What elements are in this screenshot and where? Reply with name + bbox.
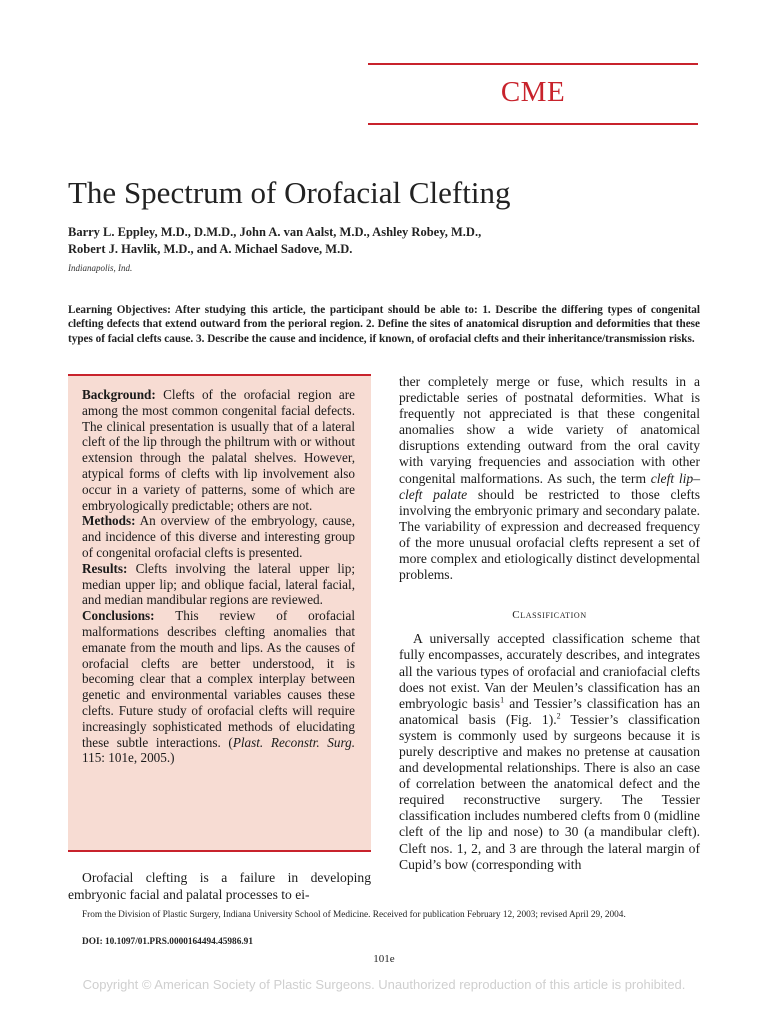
doi: DOI: 10.1097/01.PRS.0000164494.45986.91: [82, 937, 253, 947]
paragraph-text: ther completely merge or fuse, which results in a predictable series of postnatal deformities. What is frequently not appreciated is that these congenital anomalies show a wide variety of anatomical disruptions extending outward from the oral cavity with varying frequencies and association with other congenital malformations. As such, the term: [399, 374, 700, 486]
section-heading: Classification: [512, 609, 587, 622]
abstract: [82, 387, 355, 766]
citation-journal: Plast. Reconstr. Surg.: [232, 734, 355, 750]
citation-open: (: [228, 734, 233, 750]
authors-line-2: Robert J. Havlik, M.D., and A. Michael Sadove, M.D.: [68, 242, 353, 256]
header-top-rule: [368, 63, 698, 65]
affiliation: Indianapolis, Ind.: [68, 263, 133, 273]
abstract-background: [82, 387, 355, 513]
right-column: [399, 374, 700, 873]
methods-label: Methods:: [82, 513, 136, 529]
abstract-conclusions: [82, 608, 355, 766]
background-text: Clefts of the orofacial region are among the most common congenital facial defects. The clinical presentation is usually that of a lateral cleft of the lip through the philtrum with or without extension through the palatal shelves. However, atypical forms of clefts with lip involvement also occur in a variety of patterns, some of which are embryologically predictable; others are not.: [82, 387, 355, 513]
section-label: CME: [500, 76, 566, 108]
article-title: The Spectrum of Orofacial Clefting: [68, 175, 511, 210]
term-italic: cleft lip–cleft palate: [399, 470, 700, 502]
body-paragraph-classification: [399, 631, 700, 872]
paragraph-text: and Tessier’s classification has an anatomical basis (Fig. 1).: [399, 695, 700, 727]
body-paragraph-continued: [399, 374, 700, 583]
paragraph-text: should be restricted to those clefts involving the embryonic primary and secondary palate. The variability of expression and decreased frequency of the more unusual orofacial clefts represent a set of more complex and etiologically distinct developmental problems.: [399, 486, 700, 583]
results-text: Clefts involving the lateral upper lip; median upper lip; and oblique facial, lateral facial, and median mandibular regions are reviewed.: [82, 560, 355, 608]
conclusions-label: Conclusions:: [82, 608, 155, 624]
authors-line-1: Barry L. Eppley, M.D., D.M.D., John A. van Aalst, M.D., Ashley Robey, M.D.,: [68, 225, 482, 239]
footnote: From the Division of Plastic Surgery, Indiana University School of Medicine. Received for publication February 12, 2003; revised April 29, 2004.: [82, 910, 626, 920]
learning-objectives: Learning Objectives: After studying this article, the participant should be able to: 1. Describe the differing types of congenital clefting defects that extend outward from the perioral region. 2. Define the sites of anatomical disruption and deformities that these types of facial clefts cause. 3. Describe the cause and incidence, if known, of orofacial clefts and their inheritance/transmission risks.: [68, 304, 700, 345]
paragraph-text: A universally accepted classification scheme that fully encompasses, accurately describes, and integrates all the various types of orofacial and craniofacial clefts does not exist. Van der Meulen’s classification has an embryologic basis: [399, 631, 700, 711]
reference-superscript: 1: [500, 695, 505, 705]
body-paragraph-left: Orofacial clefting is a failure in developing embryonic facial and palatal processes to ei-: [68, 870, 371, 902]
author-list: [68, 224, 628, 258]
abstract-methods: [82, 513, 355, 560]
methods-text: An overview of the embryology, cause, and incidence of this diverse and interesting group of congenital orofacial clefts is presented.: [82, 513, 355, 560]
background-label: Background:: [82, 387, 156, 402]
citation-rest: 115: 101e, 2005.): [82, 750, 175, 766]
copyright-notice: Copyright © American Society of Plastic Surgeons. Unauthorized reproduction of this article is prohibited.: [82, 977, 686, 992]
conclusions-text: This review of orofacial malformations describes clefting anomalies that emanate from the mouth and lips. As the causes of orofacial clefts are better understood, it is becoming clear that a complex interplay between genetic and environmental variables causes these clefts. Future study of orofacial clefts will require increasingly sophisticated methods of elucidating these subtle interactions.: [82, 608, 355, 750]
results-label: Results:: [82, 560, 128, 576]
page-number: 101e: [373, 953, 395, 965]
reference-superscript: 2: [556, 711, 561, 721]
paragraph-text: Tessier’s classification system is commonly used by surgeons because it is purely descriptive and makes no pretense at causation and developmental relationships. There is also an case of correlation between the anatomical defect and the required reconstructive surgery. The Tessier classification includes numbered clefts from 0 (midline cleft of the lip and nose) to 30 (a mandibular cleft). Cleft nos. 1, 2, and 3 are through the lateral margin of Cupid’s bow (corresponding with: [399, 711, 700, 872]
abstract-results: [82, 561, 355, 608]
header-bottom-rule: [368, 123, 698, 125]
